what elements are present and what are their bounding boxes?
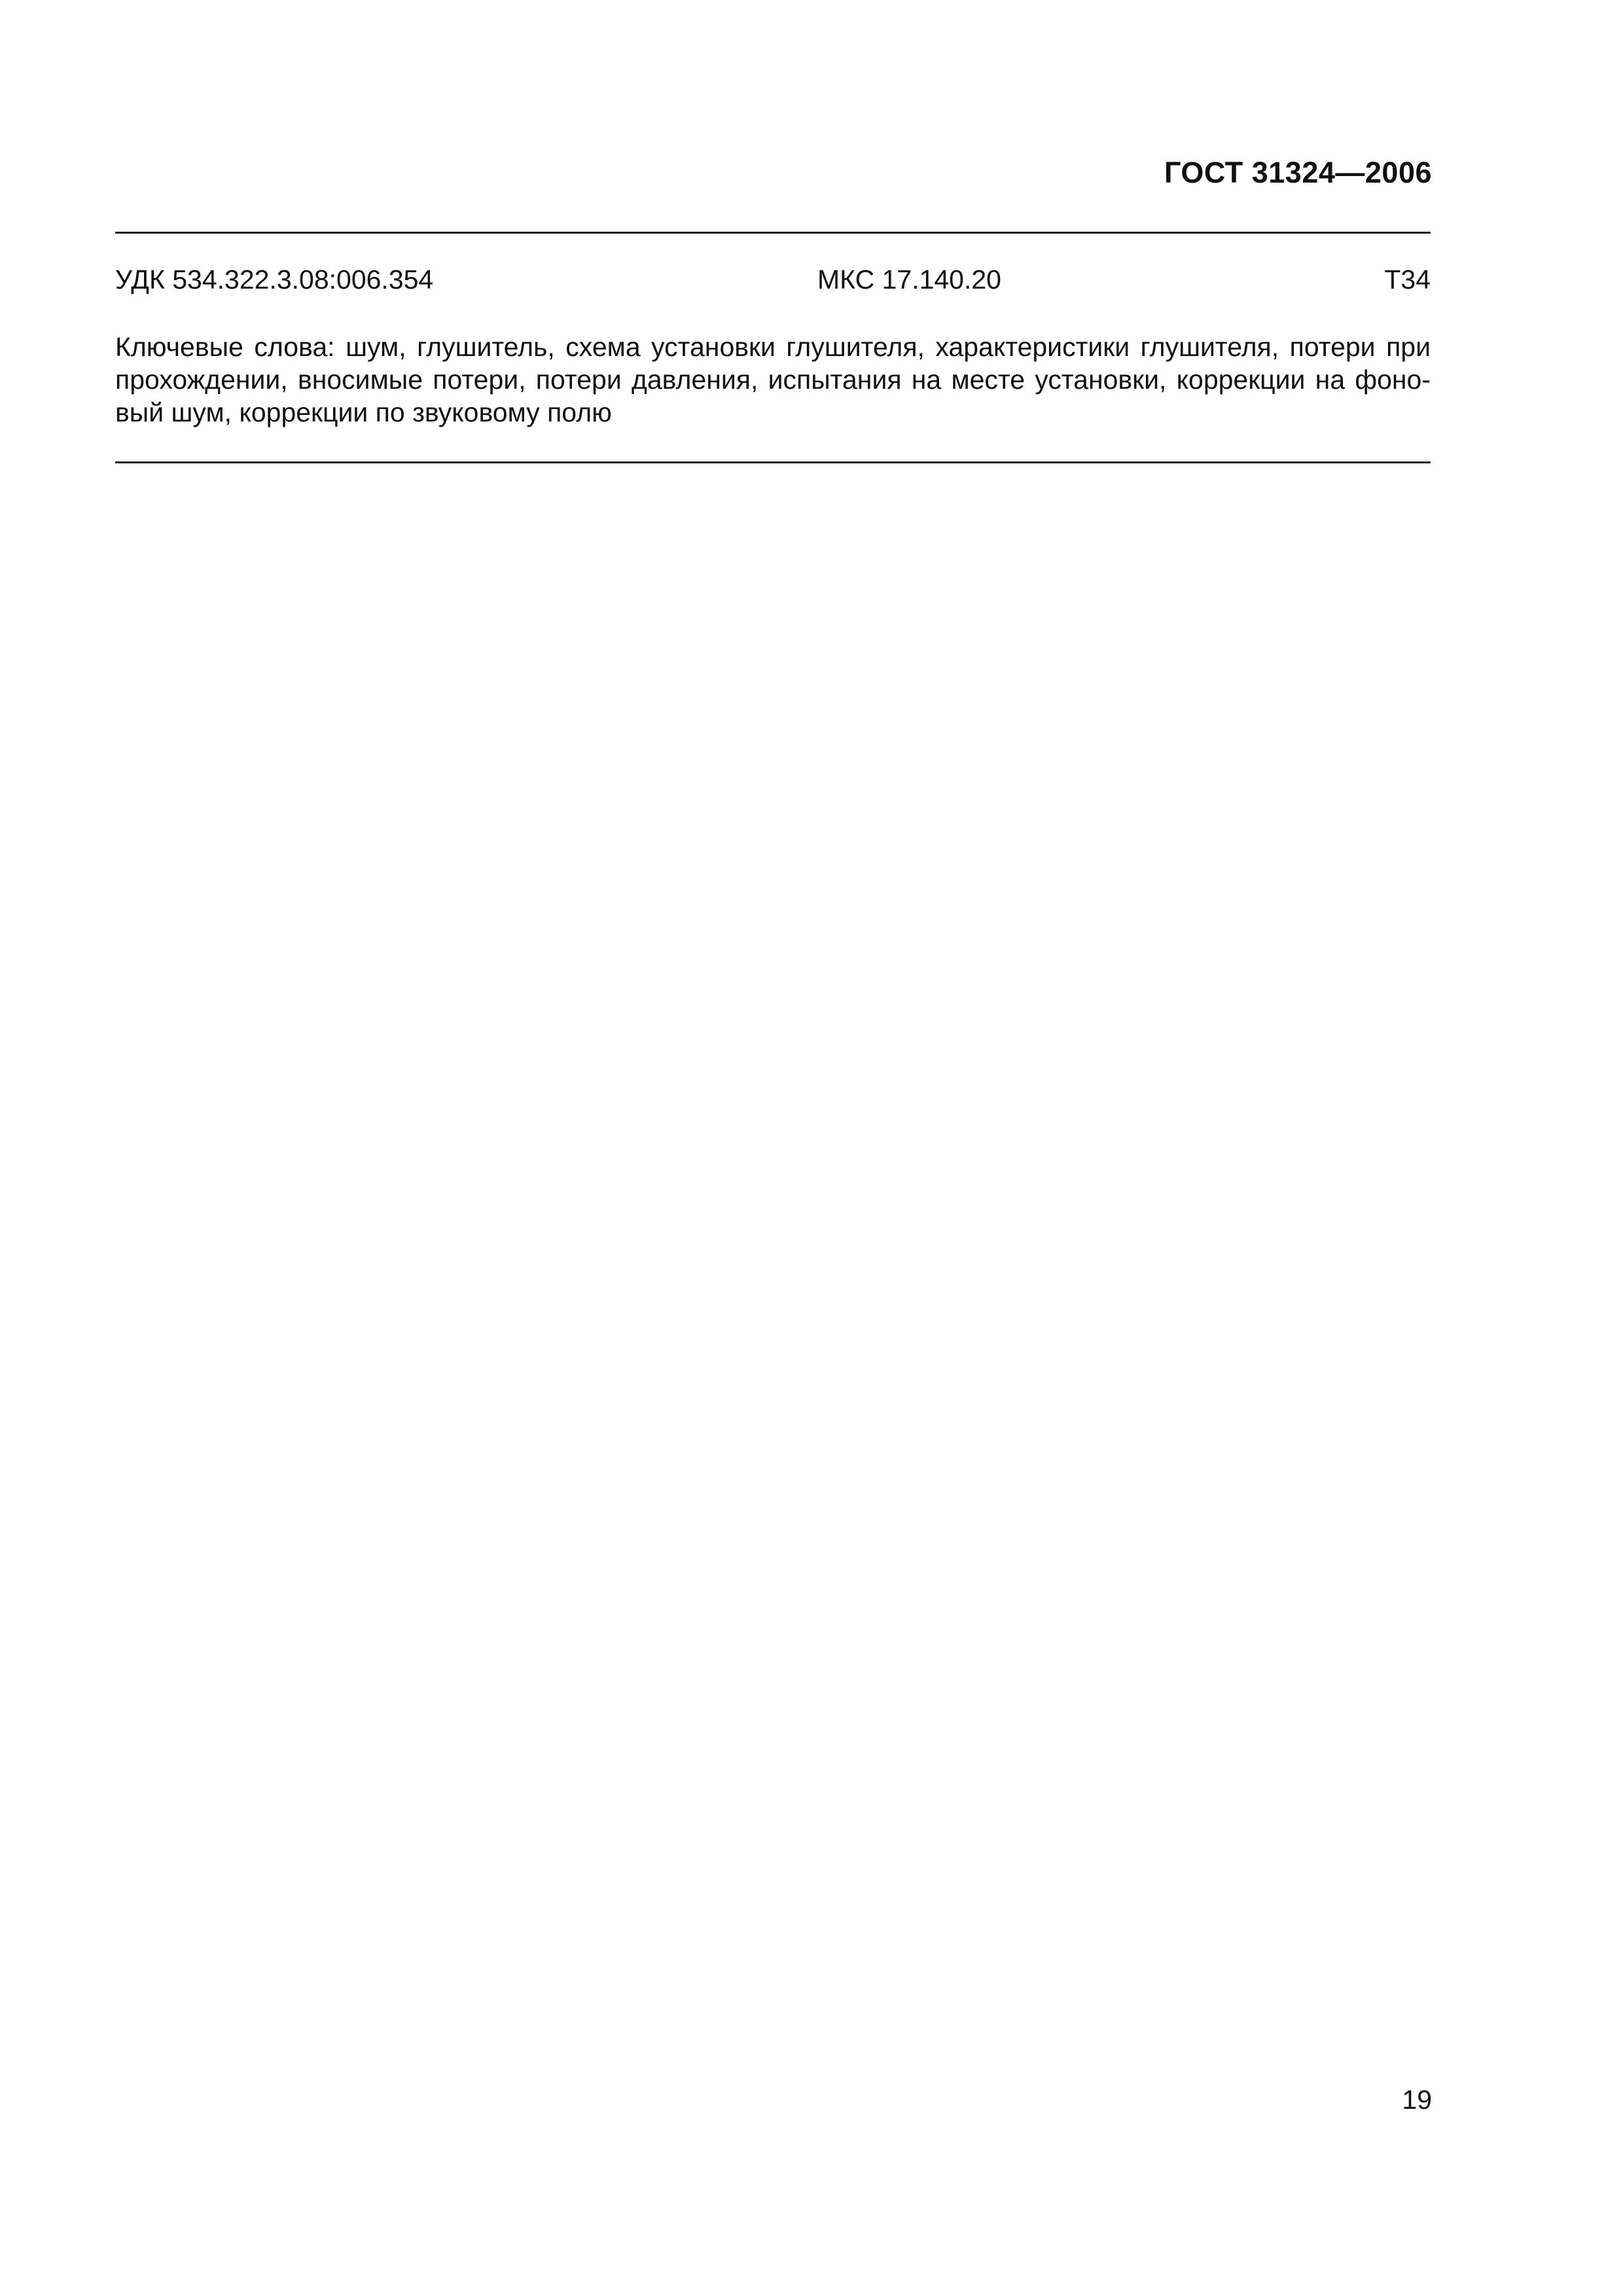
mks-code: МКС 17.140.20 bbox=[817, 264, 1001, 295]
page-number: 19 bbox=[1402, 2085, 1432, 2115]
standard-id-header: ГОСТ 31324—2006 bbox=[1164, 156, 1432, 189]
top-divider bbox=[115, 232, 1431, 234]
keywords-line: вый шум, коррекции по звуковому полю bbox=[115, 397, 612, 427]
bottom-divider bbox=[115, 461, 1431, 463]
classification-row bbox=[115, 264, 1431, 304]
udk-code: УДК 534.322.3.08:006.354 bbox=[115, 264, 434, 295]
keywords-line: прохождении, вносимые потери, потери давления, испытания на месте установки, коррекции на фоно- bbox=[115, 365, 1431, 395]
keywords-block bbox=[115, 331, 1431, 429]
okc-code: Т34 bbox=[1384, 264, 1431, 295]
keywords-line: Ключевые слова: шум, глушитель, схема установки глушителя, характеристики глушителя, потери при bbox=[115, 332, 1431, 362]
